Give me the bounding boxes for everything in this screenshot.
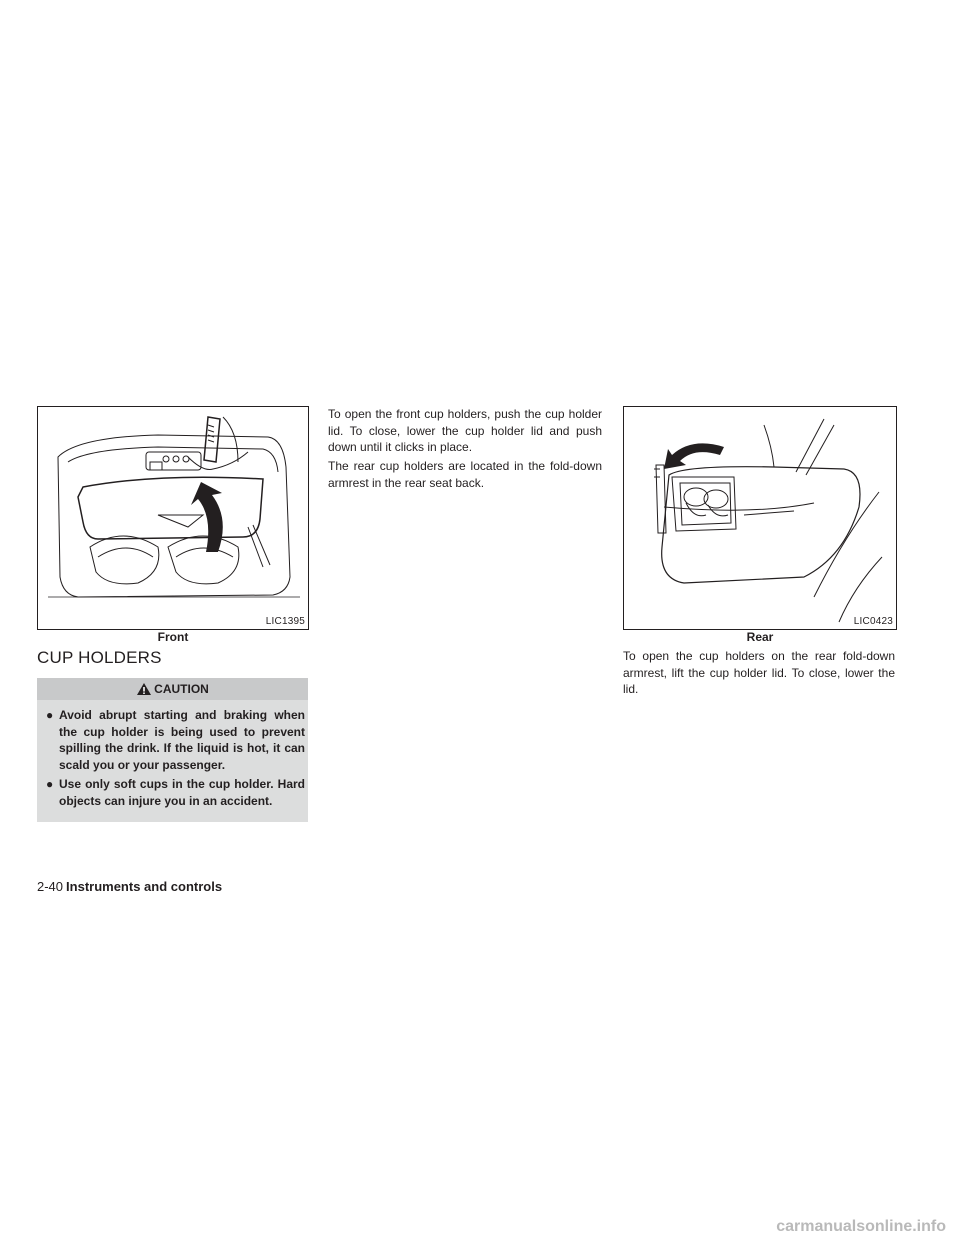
caution-heading-text: CAUTION — [154, 682, 209, 696]
rear-figure-code: LIC0423 — [853, 616, 893, 627]
rear-location-paragraph: The rear cup holders are located in the fold-down armrest in the rear seat back. — [328, 459, 602, 490]
caution-item-text: Avoid abrupt starting and braking when the cup holder is being used to prevent spilling the drink. If the liquid is hot, it can scald you or your passenger. — [59, 708, 305, 772]
front-figure — [37, 406, 309, 630]
rear-figure-caption: Rear — [746, 630, 774, 644]
caution-item-text: Use only soft cups in the cup holder. Hard objects can injure you in an accident. — [59, 777, 305, 808]
rear-figure — [623, 406, 897, 630]
caution-item — [46, 707, 305, 773]
front-figure-code: LIC1395 — [265, 616, 305, 627]
warning-triangle-icon — [136, 682, 152, 696]
page-footer — [37, 879, 222, 894]
chapter-title: Instruments and controls — [66, 879, 223, 894]
bullet-icon: ● — [46, 708, 54, 722]
watermark: carmanualsonline.info — [776, 1218, 946, 1235]
caution-item — [46, 776, 305, 809]
page-number: 2-40 — [37, 879, 64, 894]
caution-box — [37, 678, 308, 822]
front-figure-caption: Front — [157, 630, 189, 644]
section-title: CUP HOLDERS — [37, 648, 162, 667]
rear-cup-holder-illustration — [624, 407, 896, 629]
caution-heading — [37, 678, 308, 700]
bullet-icon: ● — [46, 777, 54, 791]
front-open-paragraph: To open the front cup holders, push the cup holder lid. To close, lower the cup holder lid and push down until it clicks in place. — [328, 407, 602, 454]
rear-open-paragraph: To open the cup holders on the rear fold-down armrest, lift the cup holder lid. To close, lower the lid. — [623, 649, 895, 696]
front-cup-holder-illustration — [38, 407, 308, 629]
